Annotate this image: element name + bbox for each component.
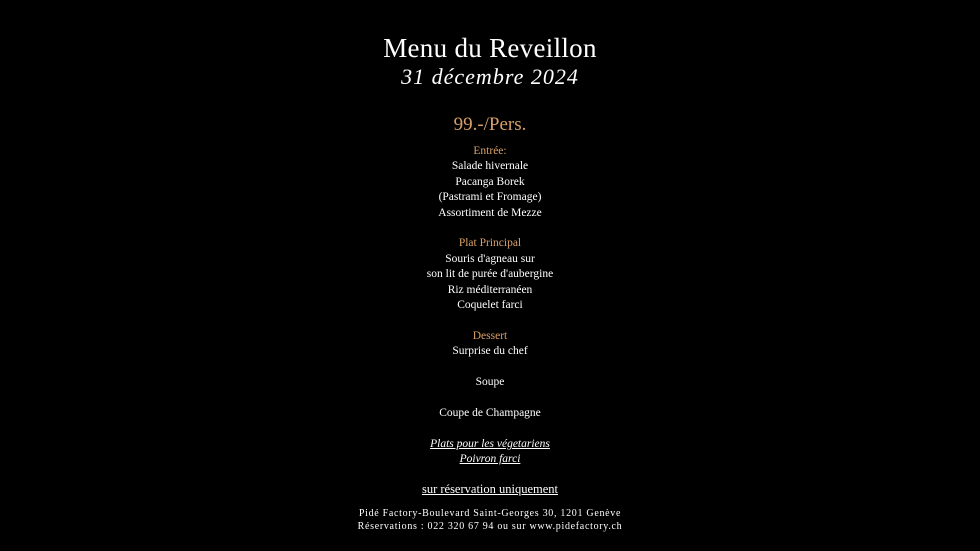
reservation-note: sur réservation uniquement (421, 482, 559, 496)
dessert-item: Surprise du chef (452, 345, 528, 358)
plat-item: Coquelet farci (457, 299, 523, 312)
plat-item: Riz méditerranéen (447, 283, 533, 296)
entree-item: Assortiment de Mezze (438, 206, 542, 219)
menu-list (0, 144, 980, 421)
vegetarian-note (0, 437, 980, 468)
extra-champagne: Coupe de Champagne (439, 406, 541, 419)
vegetarian-title: Plats pour les végetariens (430, 438, 550, 450)
dessert-heading: Dessert (472, 329, 508, 342)
plat-heading: Plat Principal (458, 237, 522, 250)
footer-address: Pidé Factory-Boulevard Saint-Georges 30, 1201 Genève (358, 508, 622, 519)
menu-title: Menu du Reveillon (383, 33, 597, 63)
price-per-person: 99.-/Pers. (453, 114, 527, 135)
entree-item: Pacanga Borek (455, 175, 525, 188)
plat-item: Souris d'agneau sur (445, 252, 535, 265)
event-date: 31 décembre 2024 (401, 64, 579, 89)
extra-soupe: Soupe (475, 376, 505, 389)
footer-contact: Réservations : 022 320 67 94 ou sur www.pidefactory.ch (357, 520, 623, 532)
entree-heading: Entrée: (473, 145, 507, 157)
entree-item: (Pastrami et Fromage) (438, 191, 542, 204)
plat-item: son lit de purée d'aubergine (426, 268, 554, 281)
entree-item: Salade hivernale (451, 160, 529, 173)
vegetarian-dish: Poivron farci (459, 453, 521, 466)
footer (0, 508, 980, 533)
